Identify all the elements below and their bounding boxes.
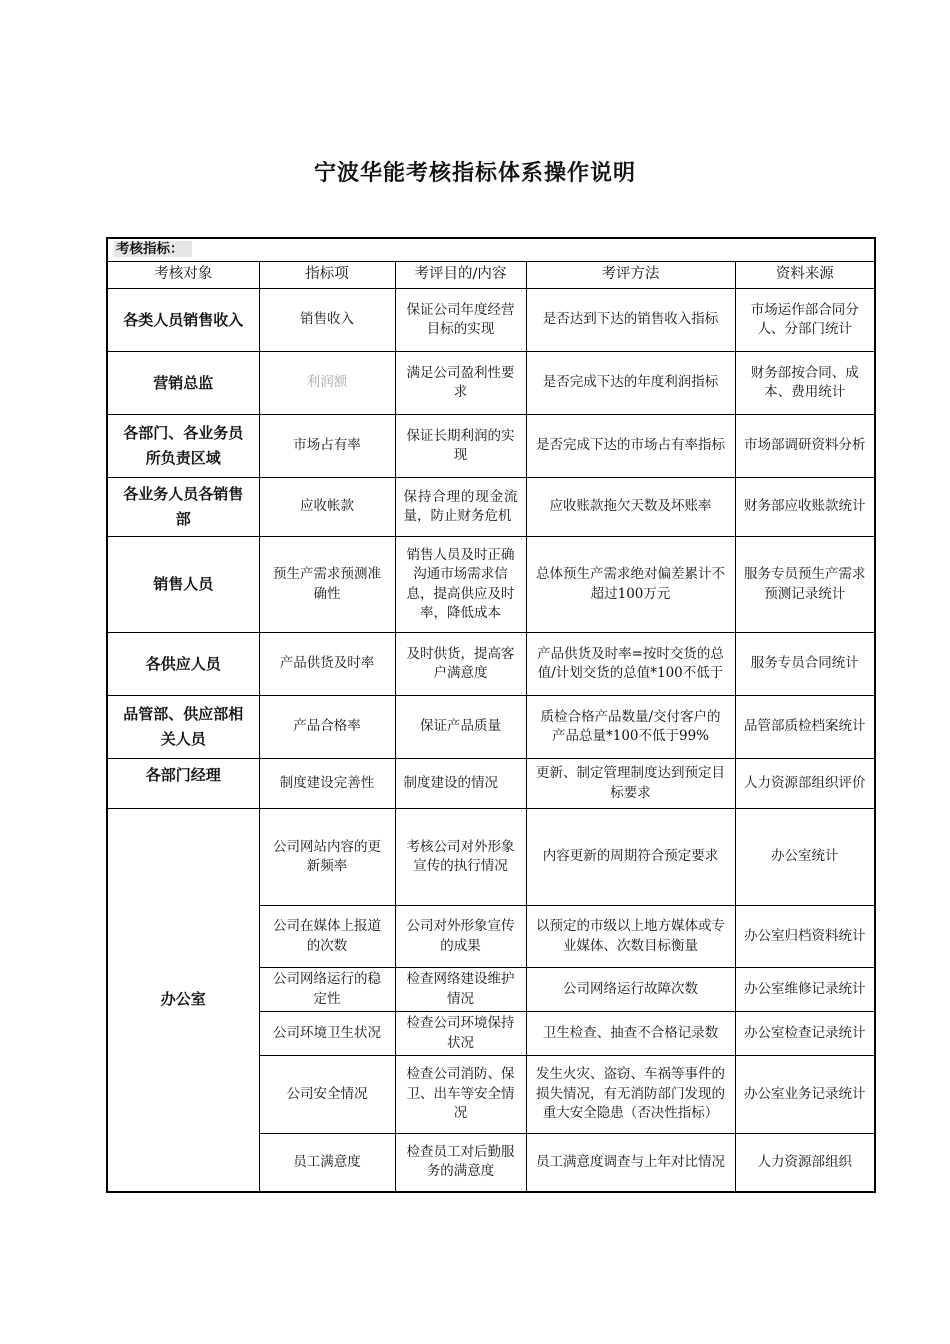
row-method: 以预定的市级以上地方媒体或专业媒体、次数目标衡量: [526, 906, 735, 968]
table-row: [107, 633, 875, 696]
row-indicator: 员工满意度: [259, 1134, 395, 1192]
row-subject: 品管部、供应部相关人员: [107, 696, 259, 759]
row-purpose: 考核公司对外形象宣传的执行情况: [395, 809, 526, 906]
row-indicator: 公司网络运行的稳定性: [259, 968, 395, 1012]
row-subject: 各业务人员各销售部: [107, 478, 259, 537]
row-source: 办公室检查记录统计: [735, 1012, 875, 1056]
kpi-table: [106, 237, 876, 1193]
section-cell: [107, 238, 875, 262]
row-source: 服务专员预生产需求预测记录统计: [735, 537, 875, 633]
row-method: 内容更新的周期符合预定要求: [526, 809, 735, 906]
row-purpose: 检查员工对后勤服务的满意度: [395, 1134, 526, 1192]
row-purpose: 检查公司环境保持状况: [395, 1012, 526, 1056]
row-purpose: 检查公司消防、保卫、出车等安全情况: [395, 1056, 526, 1134]
row-indicator: 市场占有率: [259, 415, 395, 478]
header-row: [107, 262, 875, 289]
row-source: 人力资源部组织: [735, 1134, 875, 1192]
table-row: [107, 415, 875, 478]
row-source: 服务专员合同统计: [735, 633, 875, 696]
table-row: [107, 289, 875, 352]
row-source: 财务部按合同、成本、费用统计: [735, 352, 875, 415]
row-indicator: 公司网站内容的更新频率: [259, 809, 395, 906]
row-purpose: 销售人员及时正确沟通市场需求信息，提高供应及时率，降低成本: [395, 537, 526, 633]
row-method: 员工满意度调查与上年对比情况: [526, 1134, 735, 1192]
row-indicator: 公司安全情况: [259, 1056, 395, 1134]
table-row: [107, 696, 875, 759]
row-subject: 销售人员: [107, 537, 259, 633]
row-purpose: 保证公司年度经营目标的实现: [395, 289, 526, 352]
row-purpose: 检查网络建设维护情况: [395, 968, 526, 1012]
row-indicator: 产品供货及时率: [259, 633, 395, 696]
row-subject: 各部门、各业务员所负责区域: [107, 415, 259, 478]
office-subject: 办公室: [107, 809, 259, 1192]
row-source: 办公室统计: [735, 809, 875, 906]
section-label: 考核指标：: [114, 241, 192, 257]
row-method: 更新、制定管理制度达到预定目标要求: [526, 759, 735, 809]
row-method: 是否完成下达的市场占有率指标: [526, 415, 735, 478]
row-indicator: 预生产需求预测准确性: [259, 537, 395, 633]
row-method: 是否达到下达的销售收入指标: [526, 289, 735, 352]
row-indicator: 应收帐款: [259, 478, 395, 537]
row-method: 发生火灾、盗窃、车祸等事件的损失情况，有无消防部门发现的重大安全隐患（否决性指标）: [526, 1056, 735, 1134]
row-source: 办公室归档资料统计: [735, 906, 875, 968]
row-purpose: 制度建设的情况: [395, 759, 526, 809]
row-subject: 各供应人员: [107, 633, 259, 696]
section-row: [107, 238, 875, 262]
row-method: 公司网络运行故障次数: [526, 968, 735, 1012]
row-method: 质检合格产品数量/交付客户的产品总量*100不低于99%: [526, 696, 735, 759]
row-subject: 各部门经理: [107, 759, 259, 809]
header-purpose: 考评目的/内容: [395, 262, 526, 289]
table-row: [107, 759, 875, 809]
row-method: 卫生检查、抽查不合格记录数: [526, 1012, 735, 1056]
row-source: 品管部质检档案统计: [735, 696, 875, 759]
row-method: 应收账款拖欠天数及坏账率: [526, 478, 735, 537]
row-indicator: 利润额: [259, 352, 395, 415]
row-purpose: 保持合理的现金流量，防止财务危机: [395, 478, 526, 537]
header-indicator: 指标项: [259, 262, 395, 289]
table-row: [107, 352, 875, 415]
row-source: 市场运作部合同分人、分部门统计: [735, 289, 875, 352]
row-method: 是否完成下达的年度利润指标: [526, 352, 735, 415]
row-indicator: 公司在媒体上报道的次数: [259, 906, 395, 968]
header-subject: 考核对象: [107, 262, 259, 289]
row-method: 总体预生产需求绝对偏差累计不超过100万元: [526, 537, 735, 633]
row-source: 人力资源部组织评价: [735, 759, 875, 809]
table-row: [107, 537, 875, 633]
row-source: 办公室维修记录统计: [735, 968, 875, 1012]
row-purpose: 及时供货，提高客户满意度: [395, 633, 526, 696]
row-method: 产品供货及时率=按时交货的总值/计划交货的总值*100不低于: [526, 633, 735, 696]
row-subject: 各类人员销售收入: [107, 289, 259, 352]
row-source: 财务部应收账款统计: [735, 478, 875, 537]
row-subject: 营销总监: [107, 352, 259, 415]
document-title: 宁波华能考核指标体系操作说明: [313, 161, 636, 186]
row-purpose: 满足公司盈利性要求: [395, 352, 526, 415]
table-row: [107, 809, 875, 906]
row-purpose: 保证产品质量: [395, 696, 526, 759]
header-method: 考评方法: [526, 262, 735, 289]
table-row: [107, 478, 875, 537]
row-source: 市场部调研资料分析: [735, 415, 875, 478]
row-indicator: 销售收入: [259, 289, 395, 352]
row-source: 办公室业务记录统计: [735, 1056, 875, 1134]
row-indicator: 制度建设完善性: [259, 759, 395, 809]
row-indicator: 产品合格率: [259, 696, 395, 759]
row-purpose: 公司对外形象宣传的成果: [395, 906, 526, 968]
row-indicator: 公司环境卫生状况: [259, 1012, 395, 1056]
header-source: 资料来源: [735, 262, 875, 289]
row-purpose: 保证长期利润的实现: [395, 415, 526, 478]
